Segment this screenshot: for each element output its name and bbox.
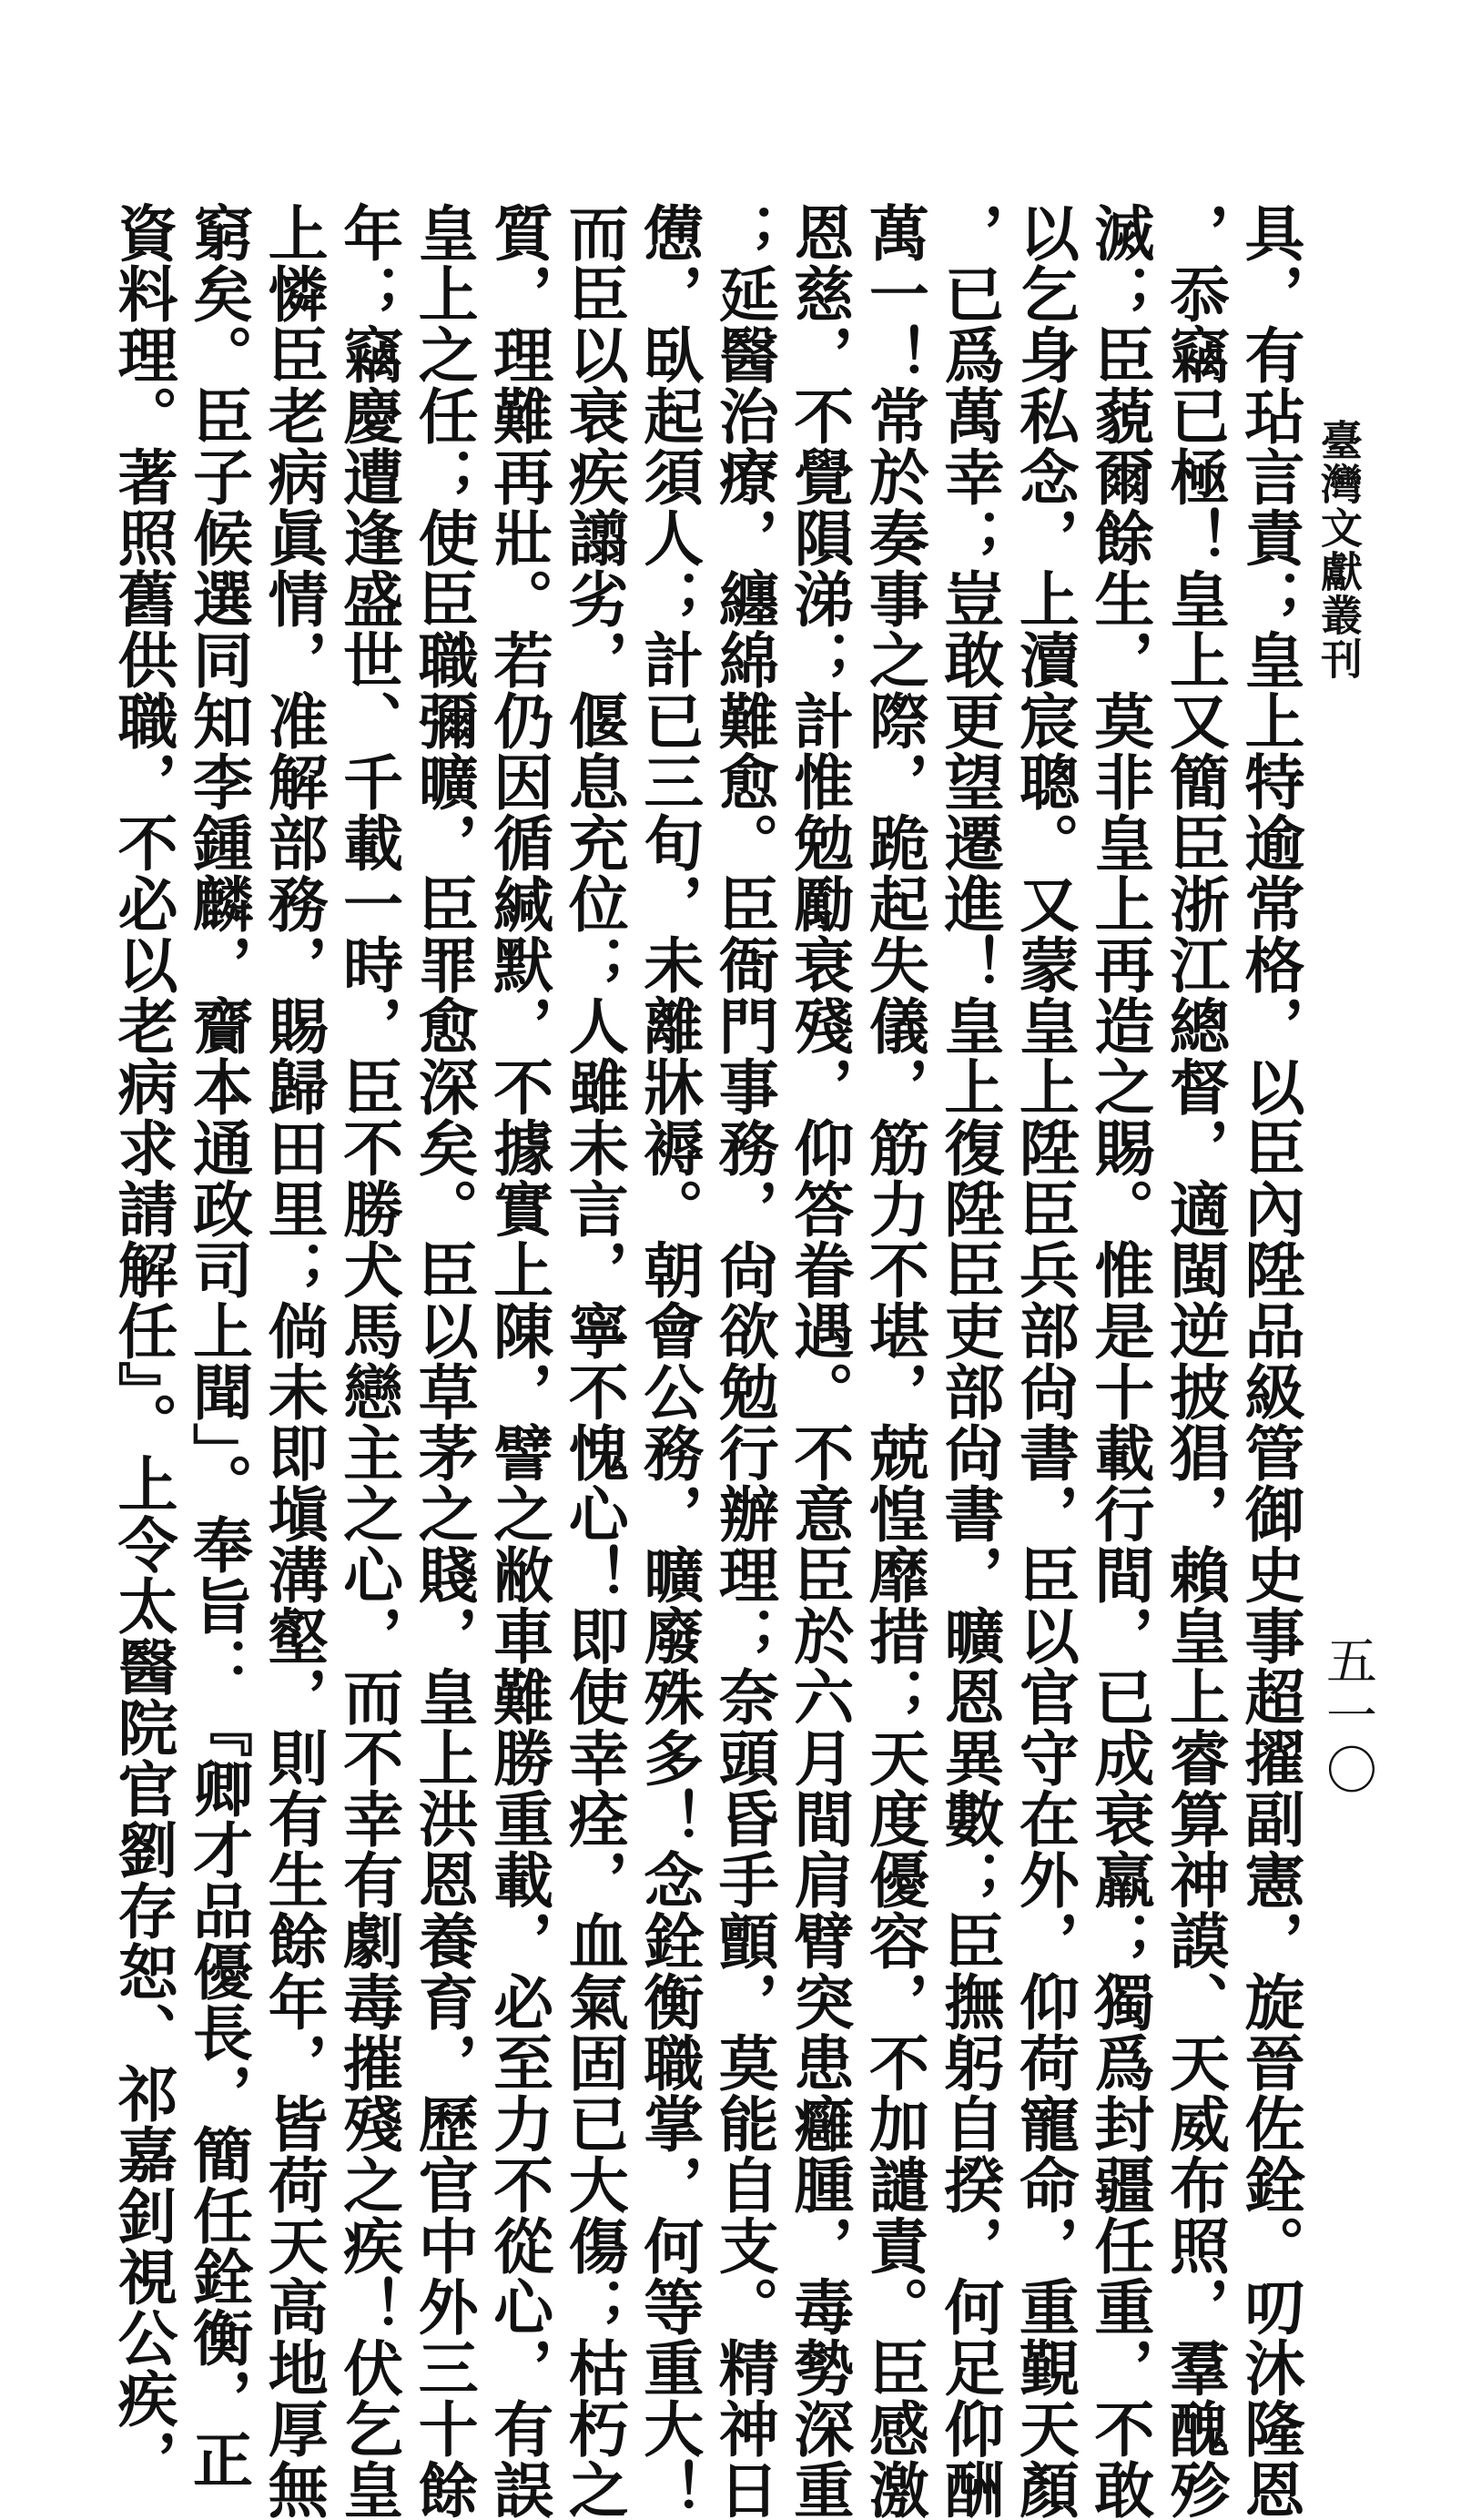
text-column: ，已爲萬幸；豈敢更望遷進！皇上復陞臣吏部尙書，曠恩異數；臣撫躬自揆，何足仰酬 xyxy=(933,202,1005,2520)
text-column: 滅；臣藐爾餘生，莫非皇上再造之賜。惟是十載行間，已成衰羸；獨爲封疆任重，不敢 xyxy=(1083,202,1155,2520)
text-column: 上憐臣老病眞情，准解部務，賜歸田里；倘未即塡溝壑，則有生餘年，皆荷天高地厚無 xyxy=(258,202,330,2520)
text-column: 質，理難再壯。若仍因循緘默，不據實上陳，譬之敝車難勝重載，必至力不從心，有誤 xyxy=(482,202,554,2520)
text-column: 窮矣。臣子候選同知李鍾麟，齎本通政司上聞」。奉旨：『卿才品優長，簡任銓衡，正 xyxy=(182,202,254,2490)
text-column: ；延醫治療，纏綿難愈。臣衙門事務，尙欲勉行辦理；奈頭昏手顫，莫能自支。精神日 xyxy=(708,202,780,2520)
page-number: 五一〇 xyxy=(1318,1634,1377,1798)
text-column: 皇上之任；使臣職彌曠，臣罪愈深矣。臣以草茅之賤，皇上洪恩養育，歷官中外三十餘 xyxy=(408,202,480,2520)
text-column: 憊，臥起須人；計已三旬，未離牀褥。朝會公務，曠廢殊多！念銓衡職掌，何等重大！ xyxy=(633,202,705,2520)
text-column: 萬一！常於奏事之際，跪起失儀，筋力不堪，兢惶靡措；天度優容，不加譴責。臣感激 xyxy=(858,202,930,2520)
text-column: 具，有玷言責；皇上特逾常格，以臣內陞品級管御史事超擢副憲，旋晉佐銓。叨沐隆恩 xyxy=(1233,202,1305,2520)
body-text xyxy=(100,202,1305,2520)
running-title: 臺灣文獻叢刊 xyxy=(1314,419,1364,681)
text-column: 以乞身私念，上瀆宸聰。又蒙皇上陞臣兵部尙書，臣以官守在外，仰荷寵命，重覲天顏 xyxy=(1009,202,1080,2520)
text-column: 年；竊慶遭逢盛世、千載一時，臣不勝犬馬戀主之心，而不幸有劇毒摧殘之疾！伏乞皇 xyxy=(332,202,404,2520)
text-column: 而臣以衰疾譾劣，偃息充位；人雖未言，寧不愧心！即使幸痊，血氣固已大傷；枯朽之 xyxy=(558,202,630,2520)
text-column: ，忝竊已極！皇上又簡臣浙江總督，適閩逆披猖，賴皇上睿算神謨、天威布照，羣醜殄 xyxy=(1159,202,1231,2520)
text-column: 恩慈，不覺隕涕；計惟勉勵衰殘，仰答眷遇。不意臣於六月間肩臂突患癰腫，毒勢深重 xyxy=(783,202,855,2520)
text-column: 資料理。著照舊供職，不必以老病求請解任』。上令太醫院官劉存恕、祁嘉釗視公疾， xyxy=(107,202,178,2490)
